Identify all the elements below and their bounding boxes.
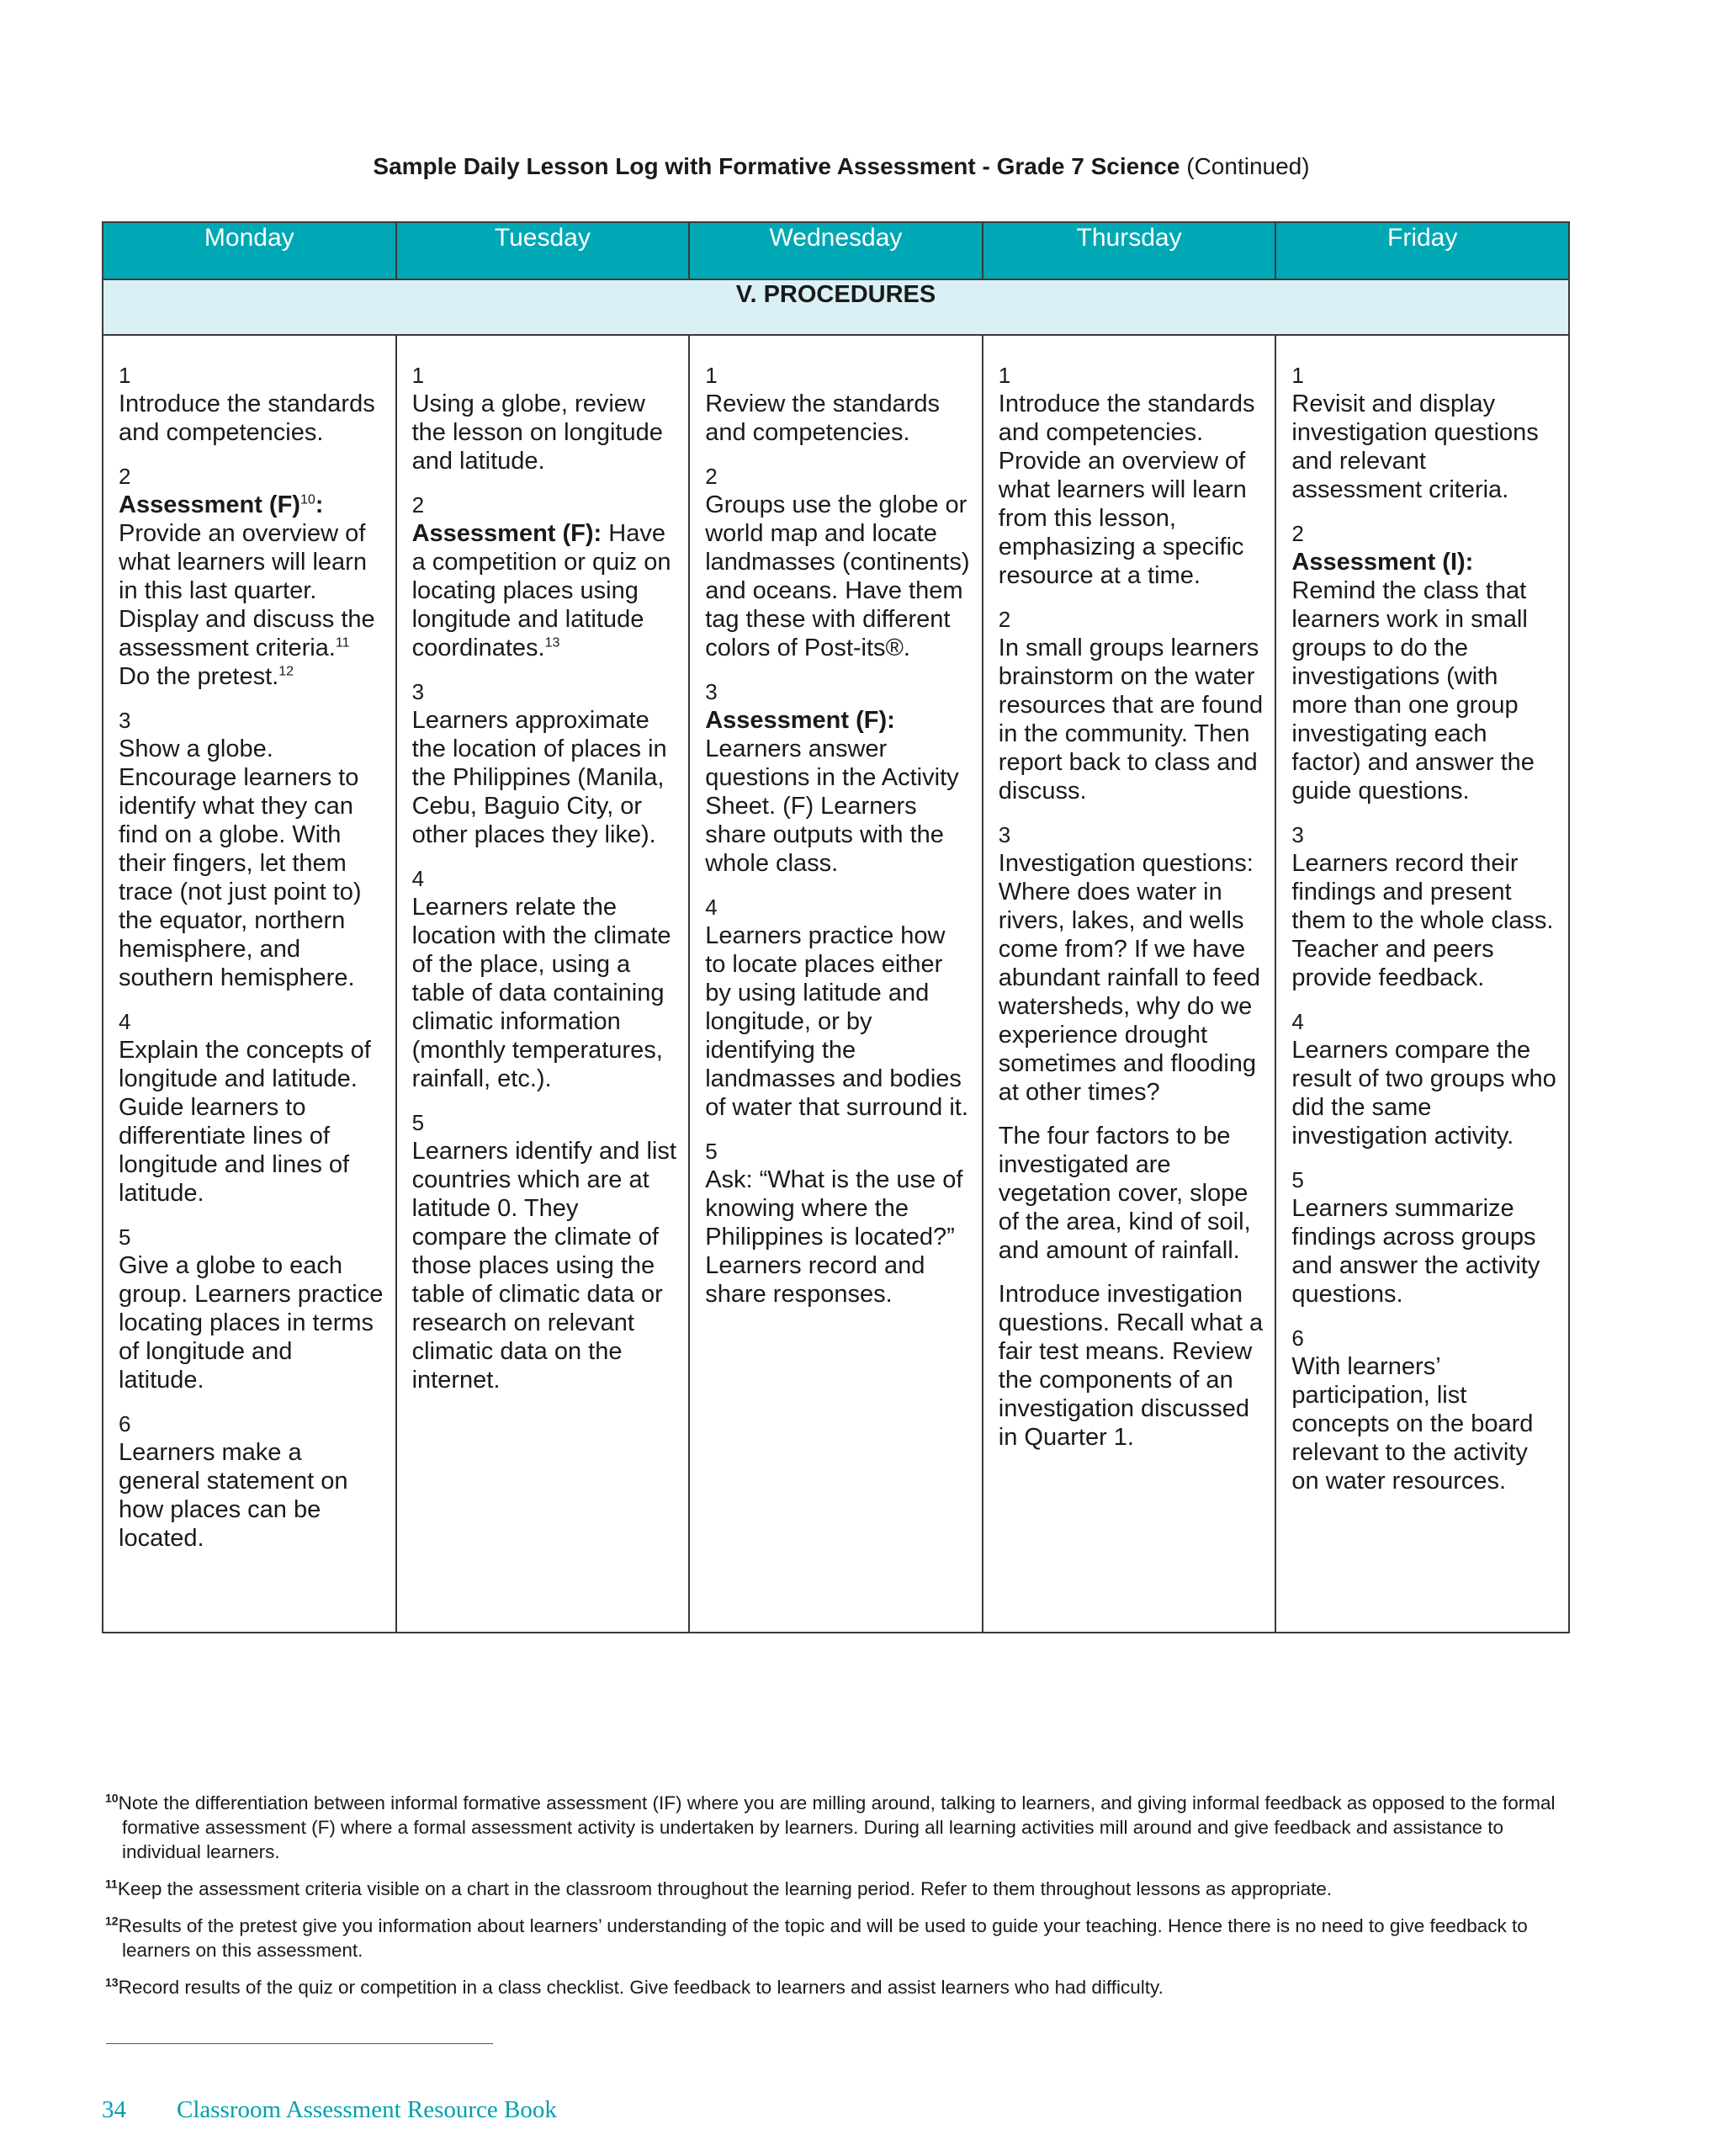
footnotes <box>105 1791 1569 2012</box>
step-number: 4 <box>119 1009 131 1034</box>
step-text: Explain the concepts of longitude and latitude. Guide learners to differentiate lines of longitude and lines of latitude. <box>119 1037 371 1207</box>
procedure-step <box>119 1223 384 1394</box>
footnote <box>105 1791 1569 1864</box>
procedure-step <box>119 462 384 691</box>
footnote <box>105 1914 1569 1962</box>
step-text: With learners’ participation, list concepts on the board relevant to the activity on water resources. <box>1291 1353 1534 1495</box>
footnote-ref: 13 <box>544 635 560 651</box>
step-text: Learners approximate the location of places in the Philippines (Manila, Cebu, Baguio City, or other places they like). <box>411 707 667 848</box>
step-text: Have a competition or quiz on locating places using longitude and latitude coordinates. <box>411 520 671 661</box>
step-number: 2 <box>1291 521 1304 546</box>
assessment-label: Assessment (F) <box>119 491 300 518</box>
procedure-step <box>412 491 677 662</box>
procedure-step <box>705 1137 970 1309</box>
step-number: 5 <box>705 1139 718 1164</box>
procedures-row <box>103 335 1569 1633</box>
procedure-step <box>1291 361 1556 504</box>
footer-rule <box>106 2043 493 2044</box>
step-text: Introduce the standards and competencies. Provide an overview of what learners will learn from this lesson, emphasizing a specific resource at a time. <box>998 390 1255 589</box>
day-header-thursday: Thursday <box>983 222 1276 279</box>
step-text: Review the standards and competencies. <box>705 390 941 446</box>
step-text: Groups use the globe or world map and locate landmasses (continents) and oceans. Have them tag these with different colors of Post-its®. <box>705 491 970 661</box>
footnote-ref: 11 <box>335 635 350 651</box>
assessment-colon: : <box>315 491 324 518</box>
procedures-thursday <box>983 335 1276 1633</box>
footnote-text: Results of the pretest give you information about learners’ understanding of the topic and will be used to guide your teaching. Hence there is no need to give feedback to learners on this assessment. <box>118 1915 1528 1961</box>
step-number: 5 <box>1291 1167 1304 1192</box>
step-text: Learners make a general statement on how places can be located. <box>119 1439 348 1552</box>
procedure-step <box>1291 1324 1556 1495</box>
procedure-step <box>705 677 970 878</box>
footnote-ref: 10 <box>300 492 315 507</box>
page-number: 34 <box>102 2096 126 2123</box>
procedure-step <box>999 820 1264 1107</box>
step-text: Learners record their findings and present them to the whole class. Teacher and peers provide feedback. <box>1291 850 1554 991</box>
step-text: Do the pretest. <box>119 663 279 690</box>
step-number: 3 <box>998 822 1011 847</box>
lesson-log-table <box>102 221 1570 1633</box>
step-text: Learners summarize findings across groups and answer the activity questions. <box>1291 1195 1540 1308</box>
step-number: 1 <box>1291 363 1304 388</box>
step-text: Using a globe, review the lesson on longitude and latitude. <box>411 390 663 475</box>
footnote-number: 13 <box>105 1975 119 1989</box>
assessment-label: Assessment (F): <box>411 520 602 547</box>
step-text: Learners practice how to locate places either by using latitude and longitude, or by identifying the landmasses and bodies of water that surround it. <box>705 922 968 1121</box>
footnote-text: Keep the assessment criteria visible on a chart in the classroom throughout the learning period. Refer to them throughout lessons as appropriate. <box>117 1878 1333 1899</box>
procedures-tuesday <box>396 335 690 1633</box>
day-header-friday: Friday <box>1275 222 1569 279</box>
step-text: Show a globe. Encourage learners to identify what they can find on a globe. With their fingers, let them trace (not just point to) the equator, northern hemisphere, and southern hemisphere. <box>119 735 362 991</box>
procedure-step <box>412 677 677 849</box>
section-title: V. PROCEDURES <box>103 279 1569 335</box>
footnote <box>105 1975 1569 1999</box>
step-text: Introduce investigation questions. Recall what a fair test means. Review the components of an investigation discussed in Quarter 1. <box>998 1281 1264 1451</box>
footnote-number: 12 <box>105 1914 119 1928</box>
procedure-step <box>1291 1166 1556 1309</box>
procedure-step <box>999 605 1264 805</box>
step-text: Learners relate the location with the climate of the place, using a table of data containing climatic information (monthly temperatures, rainfall, etc.). <box>411 894 671 1092</box>
step-number: 3 <box>705 679 718 704</box>
procedure-step <box>705 893 970 1122</box>
footnote <box>105 1877 1569 1901</box>
step-number: 1 <box>411 363 425 388</box>
step-text: Learners identify and list countries which are at latitude 0. They compare the climate of those places using the table of climatic data or research on relevant climatic data on the internet. <box>411 1138 676 1394</box>
step-text: Learners compare the result of two groups who did the same investigation activity. <box>1291 1037 1556 1150</box>
step-number: 3 <box>411 679 425 704</box>
step-text: Provide an overview of what learners will learn in this last quarter. Display and discuss the assessment criteria. <box>119 520 375 661</box>
step-number: 6 <box>119 1411 131 1436</box>
step-number: 4 <box>411 866 425 891</box>
step-number: 2 <box>998 607 1011 632</box>
day-header-row <box>103 222 1569 279</box>
footnote-number: 11 <box>105 1877 118 1891</box>
step-text: Learners answer questions in the Activity Sheet. (F) Learners share outputs with the whole class. <box>705 735 959 877</box>
procedure-step <box>412 864 677 1093</box>
footnote-text: Note the differentiation between informal formative assessment (IF) where you are milling around, talking to learners, and giving informal feedback as opposed to the formal formative assessment (F) where a formal assessment activity is undertaken by learners. During all learning activities mill around and give feedback and assistance to individual learners. <box>118 1792 1556 1862</box>
step-number: 3 <box>1291 822 1304 847</box>
step-text: Investigation questions: Where does water in rivers, lakes, and wells come from? If we have abundant rainfall to feed watersheds, why do we experience drought sometimes and flooding at other times? <box>998 850 1260 1106</box>
procedure-step <box>119 706 384 992</box>
step-number: 2 <box>411 492 425 518</box>
procedures-wednesday <box>689 335 983 1633</box>
step-text: Ask: “What is the use of knowing where the Philippines is located?” Learners record and share responses. <box>705 1166 963 1308</box>
procedure-step <box>999 361 1264 590</box>
procedure-step <box>119 1007 384 1208</box>
step-number: 3 <box>119 708 131 733</box>
procedure-step <box>412 361 677 475</box>
procedures-monday <box>103 335 396 1633</box>
step-text: The four factors to be investigated are vegetation cover, slope of the area, kind of soil, and amount of rainfall. <box>998 1123 1251 1264</box>
step-text: Introduce the standards and competencies. <box>119 390 375 446</box>
footnote-text: Record results of the quiz or competition in a class checklist. Give feedback to learners and assist learners who had difficulty. <box>118 1977 1164 1998</box>
day-header-wednesday: Wednesday <box>689 222 983 279</box>
step-number: 1 <box>998 363 1011 388</box>
procedure-step <box>1291 1007 1556 1150</box>
step-number: 2 <box>119 464 131 489</box>
book-title: Classroom Assessment Resource Book <box>177 2096 557 2123</box>
step-number: 4 <box>705 895 718 920</box>
page-title <box>0 153 1683 180</box>
procedure-step <box>1291 820 1556 992</box>
step-number: 1 <box>705 363 718 388</box>
footnote-number: 10 <box>105 1791 119 1805</box>
step-number: 2 <box>705 464 718 489</box>
procedure-step <box>705 361 970 447</box>
day-header-tuesday: Tuesday <box>396 222 690 279</box>
procedures-friday <box>1275 335 1569 1633</box>
footnote-ref: 12 <box>278 664 294 679</box>
procedure-step <box>412 1108 677 1394</box>
assessment-label: Assessment (F): <box>705 707 895 734</box>
title-continued: (Continued) <box>1186 153 1310 179</box>
step-number: 4 <box>1291 1009 1304 1034</box>
procedure-step <box>1291 519 1556 805</box>
assessment-label: Assessment (I): <box>1291 549 1474 576</box>
day-header-monday: Monday <box>103 222 396 279</box>
step-text: Revisit and display investigation questions and relevant assessment criteria. <box>1291 390 1539 503</box>
step-text: Give a globe to each group. Learners practice locating places in terms of longitude and latitude. <box>119 1252 384 1394</box>
step-text: Remind the class that learners work in small groups to do the investigations (with more than one group investigating each factor) and answer the guide questions. <box>1291 577 1535 805</box>
step-number: 6 <box>1291 1325 1304 1351</box>
title-main: Sample Daily Lesson Log with Formative Assessment - Grade 7 Science <box>373 153 1180 179</box>
section-row <box>103 279 1569 335</box>
procedure-step <box>999 1122 1264 1265</box>
step-text: In small groups learners brainstorm on the water resources that are found in the community. Then report back to class and discuss. <box>998 635 1264 805</box>
step-number: 5 <box>119 1224 131 1250</box>
procedure-step <box>999 1280 1264 1452</box>
procedure-step <box>119 1410 384 1553</box>
procedure-step <box>705 462 970 662</box>
step-number: 1 <box>119 363 131 388</box>
procedure-step <box>119 361 384 447</box>
step-number: 5 <box>411 1110 425 1135</box>
